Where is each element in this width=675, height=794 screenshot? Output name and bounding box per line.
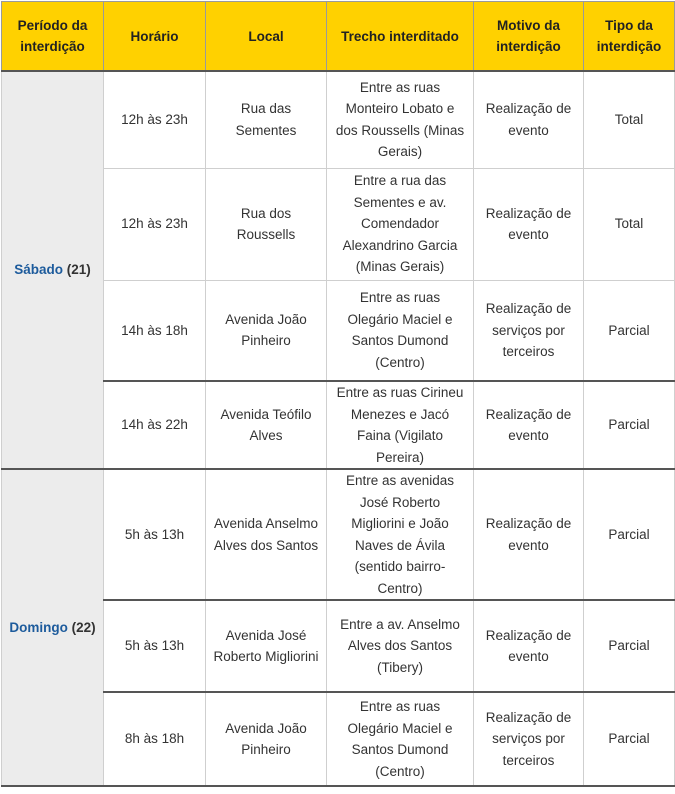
cell-motivo: Realização de evento — [474, 469, 584, 600]
cell-motivo: Realização de evento — [474, 600, 584, 692]
period-cell-domingo — [2, 469, 104, 786]
cell-horario: 5h às 13h — [104, 600, 206, 692]
interdiction-table — [1, 1, 675, 787]
cell-tipo: Parcial — [584, 692, 675, 786]
cell-horario: 14h às 18h — [104, 280, 206, 381]
period-cell-sabado — [2, 71, 104, 469]
cell-tipo: Parcial — [584, 280, 675, 381]
cell-motivo: Realização de evento — [474, 168, 584, 280]
cell-motivo: Realização de serviços por terceiros — [474, 692, 584, 786]
table-row — [2, 469, 675, 600]
cell-tipo: Total — [584, 71, 675, 168]
cell-motivo: Realização de serviços por terceiros — [474, 280, 584, 381]
header-trecho: Trecho interditado — [327, 2, 474, 72]
cell-horario: 8h às 18h — [104, 692, 206, 786]
period-date: (22) — [67, 619, 96, 635]
period-day: Domingo — [9, 619, 68, 635]
header-tipo: Tipo da interdição — [584, 2, 675, 72]
cell-horario: 12h às 23h — [104, 168, 206, 280]
period-date: (21) — [63, 262, 91, 278]
cell-local: Avenida José Roberto Migliorini — [206, 600, 327, 692]
cell-trecho: Entre a rua das Sementes e av. Comendador Alexandrino Garcia (Minas Gerais) — [327, 168, 474, 280]
cell-horario: 14h às 22h — [104, 381, 206, 469]
cell-trecho: Entre as ruas Olegário Maciel e Santos Dumond (Centro) — [327, 280, 474, 381]
cell-local: Rua dos Roussells — [206, 168, 327, 280]
table-header-row — [2, 2, 675, 72]
cell-tipo: Parcial — [584, 600, 675, 692]
cell-motivo: Realização de evento — [474, 71, 584, 168]
header-local: Local — [206, 2, 327, 72]
header-motivo: Motivo da interdição — [474, 2, 584, 72]
cell-local: Avenida Teófilo Alves — [206, 381, 327, 469]
cell-trecho: Entre as ruas Monteiro Lobato e dos Roussells (Minas Gerais) — [327, 71, 474, 168]
cell-horario: 12h às 23h — [104, 71, 206, 168]
cell-trecho: Entre as ruas Olegário Maciel e Santos Dumond (Centro) — [327, 692, 474, 786]
cell-local: Avenida João Pinheiro — [206, 692, 327, 786]
cell-trecho: Entre as avenidas José Roberto Migliorini e João Naves de Ávila (sentido bairro-Centro) — [327, 469, 474, 600]
table-row — [2, 71, 675, 168]
cell-local: Avenida Anselmo Alves dos Santos — [206, 469, 327, 600]
cell-trecho: Entre a av. Anselmo Alves dos Santos (Tibery) — [327, 600, 474, 692]
cell-horario: 5h às 13h — [104, 469, 206, 600]
cell-local: Avenida João Pinheiro — [206, 280, 327, 381]
period-day: Sábado — [14, 262, 63, 278]
header-periodo: Período da interdição — [2, 2, 104, 72]
cell-trecho: Entre as ruas Cirineu Menezes e Jacó Faina (Vigilato Pereira) — [327, 381, 474, 469]
cell-local: Rua das Sementes — [206, 71, 327, 168]
header-horario: Horário — [104, 2, 206, 72]
cell-tipo: Parcial — [584, 381, 675, 469]
cell-tipo: Parcial — [584, 469, 675, 600]
cell-tipo: Total — [584, 168, 675, 280]
cell-motivo: Realização de evento — [474, 381, 584, 469]
